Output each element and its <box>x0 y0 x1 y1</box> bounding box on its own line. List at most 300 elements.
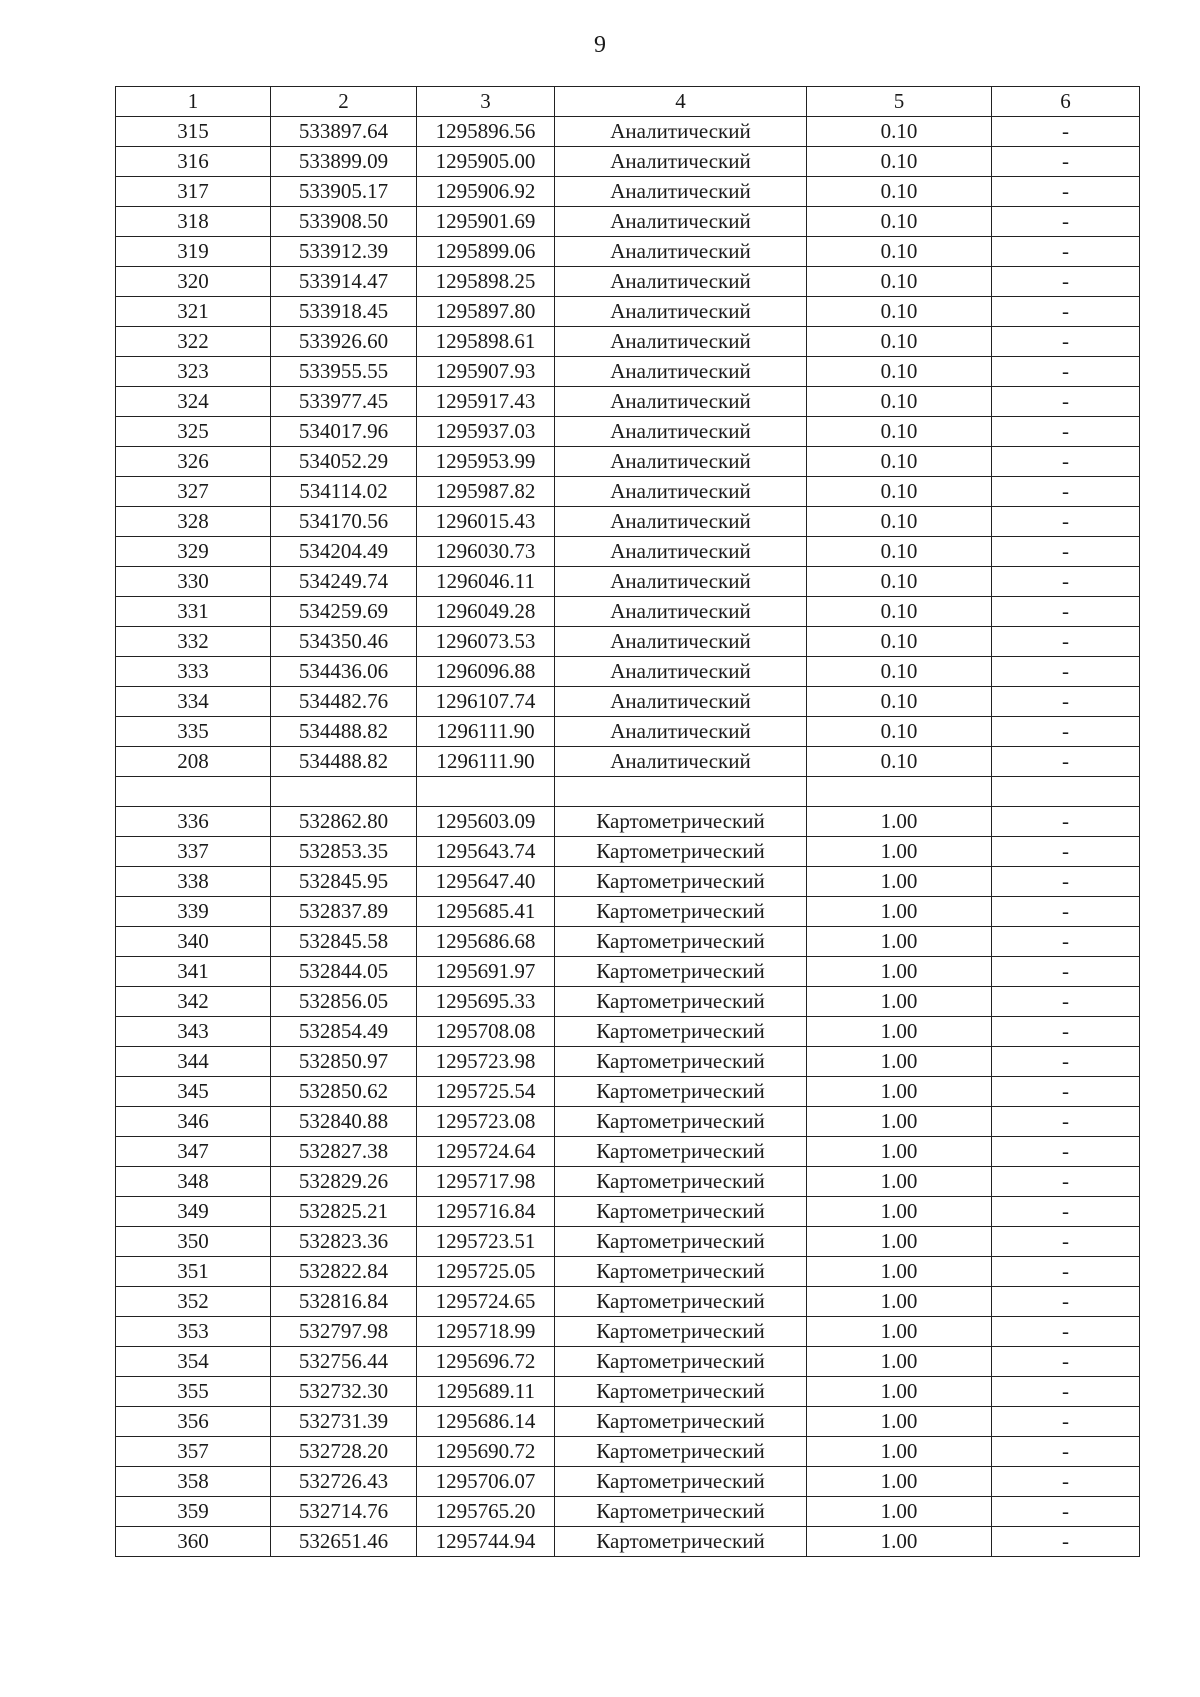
table-row <box>116 1347 1140 1377</box>
x-coordinate-cell: 532825.21 <box>271 1197 417 1227</box>
accuracy-cell: 0.10 <box>807 477 992 507</box>
method-cell: Аналитический <box>555 147 807 177</box>
y-coordinate-cell: 1295906.92 <box>417 177 555 207</box>
y-coordinate-cell: 1295696.72 <box>417 1347 555 1377</box>
y-coordinate-cell: 1295716.84 <box>417 1197 555 1227</box>
x-coordinate-cell: 533914.47 <box>271 267 417 297</box>
table-row <box>116 837 1140 867</box>
method-cell <box>555 777 807 807</box>
method-cell: Аналитический <box>555 477 807 507</box>
x-coordinate-cell: 533905.17 <box>271 177 417 207</box>
accuracy-cell: 0.10 <box>807 117 992 147</box>
method-cell: Картометрический <box>555 1197 807 1227</box>
y-coordinate-cell: 1295717.98 <box>417 1167 555 1197</box>
point-number-cell: 328 <box>116 507 271 537</box>
y-coordinate-cell: 1295724.65 <box>417 1287 555 1317</box>
y-coordinate-cell <box>417 777 555 807</box>
table-row <box>116 177 1140 207</box>
y-coordinate-cell: 1295706.07 <box>417 1467 555 1497</box>
y-coordinate-cell: 1295689.11 <box>417 1377 555 1407</box>
x-coordinate-cell: 534488.82 <box>271 747 417 777</box>
accuracy-cell: 0.10 <box>807 447 992 477</box>
note-cell: - <box>992 507 1140 537</box>
accuracy-cell: 1.00 <box>807 1137 992 1167</box>
table-row <box>116 237 1140 267</box>
x-coordinate-cell: 534482.76 <box>271 687 417 717</box>
point-number-cell: 320 <box>116 267 271 297</box>
y-coordinate-cell: 1295708.08 <box>417 1017 555 1047</box>
method-cell: Картометрический <box>555 897 807 927</box>
y-coordinate-cell: 1295723.08 <box>417 1107 555 1137</box>
table-row <box>116 1407 1140 1437</box>
note-cell: - <box>992 1017 1140 1047</box>
x-coordinate-cell: 532714.76 <box>271 1497 417 1527</box>
note-cell: - <box>992 357 1140 387</box>
method-cell: Аналитический <box>555 447 807 477</box>
point-number-cell: 335 <box>116 717 271 747</box>
table-row <box>116 807 1140 837</box>
x-coordinate-cell: 534114.02 <box>271 477 417 507</box>
method-cell: Аналитический <box>555 297 807 327</box>
note-cell: - <box>992 327 1140 357</box>
table-row <box>116 507 1140 537</box>
accuracy-cell: 0.10 <box>807 417 992 447</box>
coordinates-table <box>115 86 1140 1557</box>
x-coordinate-cell: 534249.74 <box>271 567 417 597</box>
accuracy-cell: 0.10 <box>807 627 992 657</box>
accuracy-cell: 1.00 <box>807 957 992 987</box>
y-coordinate-cell: 1295896.56 <box>417 117 555 147</box>
point-number-cell: 321 <box>116 297 271 327</box>
accuracy-cell: 0.10 <box>807 327 992 357</box>
note-cell: - <box>992 1347 1140 1377</box>
note-cell: - <box>992 297 1140 327</box>
table-row <box>116 1287 1140 1317</box>
x-coordinate-cell: 534350.46 <box>271 627 417 657</box>
table-body <box>116 87 1140 1557</box>
note-cell: - <box>992 447 1140 477</box>
point-number-cell: 338 <box>116 867 271 897</box>
accuracy-cell: 0.10 <box>807 147 992 177</box>
y-coordinate-cell: 1295690.72 <box>417 1437 555 1467</box>
x-coordinate-cell: 532816.84 <box>271 1287 417 1317</box>
method-cell: Картометрический <box>555 1047 807 1077</box>
method-cell: Картометрический <box>555 1347 807 1377</box>
accuracy-cell: 1.00 <box>807 1317 992 1347</box>
accuracy-cell: 0.10 <box>807 567 992 597</box>
x-coordinate-cell: 534259.69 <box>271 597 417 627</box>
note-cell: - <box>992 1287 1140 1317</box>
accuracy-cell: 1.00 <box>807 837 992 867</box>
point-number-cell: 330 <box>116 567 271 597</box>
note-cell: - <box>992 1467 1140 1497</box>
method-cell: Картометрический <box>555 867 807 897</box>
x-coordinate-cell: 532853.35 <box>271 837 417 867</box>
method-cell: Аналитический <box>555 327 807 357</box>
y-coordinate-cell: 1295898.61 <box>417 327 555 357</box>
note-cell: - <box>992 1107 1140 1137</box>
note-cell: - <box>992 1407 1140 1437</box>
point-number-cell: 352 <box>116 1287 271 1317</box>
note-cell: - <box>992 417 1140 447</box>
x-coordinate-cell: 532822.84 <box>271 1257 417 1287</box>
point-number-cell: 315 <box>116 117 271 147</box>
method-cell: Картометрический <box>555 1077 807 1107</box>
y-coordinate-cell: 1296107.74 <box>417 687 555 717</box>
note-cell: - <box>992 747 1140 777</box>
table-row <box>116 417 1140 447</box>
x-coordinate-cell: 533912.39 <box>271 237 417 267</box>
table-row <box>116 207 1140 237</box>
x-coordinate-cell: 532829.26 <box>271 1167 417 1197</box>
x-coordinate-cell: 532845.58 <box>271 927 417 957</box>
point-number-cell: 342 <box>116 987 271 1017</box>
point-number-cell: 331 <box>116 597 271 627</box>
method-cell: Картометрический <box>555 1227 807 1257</box>
table-row <box>116 777 1140 807</box>
accuracy-cell: 1.00 <box>807 1047 992 1077</box>
accuracy-cell: 1.00 <box>807 1077 992 1107</box>
method-cell: Картометрический <box>555 837 807 867</box>
note-cell: - <box>992 177 1140 207</box>
point-number-cell: 333 <box>116 657 271 687</box>
x-coordinate-cell: 533897.64 <box>271 117 417 147</box>
point-number-cell: 351 <box>116 1257 271 1287</box>
accuracy-cell: 1.00 <box>807 1107 992 1137</box>
table-row <box>116 597 1140 627</box>
point-number-cell: 349 <box>116 1197 271 1227</box>
x-coordinate-cell: 532728.20 <box>271 1437 417 1467</box>
x-coordinate-cell: 533899.09 <box>271 147 417 177</box>
method-cell: Аналитический <box>555 387 807 417</box>
y-coordinate-cell: 1295685.41 <box>417 897 555 927</box>
table-header-row <box>116 87 1140 117</box>
accuracy-cell: 1.00 <box>807 1197 992 1227</box>
x-coordinate-cell: 532827.38 <box>271 1137 417 1167</box>
x-coordinate-cell: 533908.50 <box>271 207 417 237</box>
method-cell: Картометрический <box>555 1317 807 1347</box>
x-coordinate-cell: 532823.36 <box>271 1227 417 1257</box>
note-cell: - <box>992 927 1140 957</box>
y-coordinate-cell: 1295901.69 <box>417 207 555 237</box>
x-coordinate-cell: 533926.60 <box>271 327 417 357</box>
y-coordinate-cell: 1296073.53 <box>417 627 555 657</box>
point-number-cell: 354 <box>116 1347 271 1377</box>
header-cell: 4 <box>555 87 807 117</box>
accuracy-cell <box>807 777 992 807</box>
x-coordinate-cell: 532756.44 <box>271 1347 417 1377</box>
method-cell: Картометрический <box>555 1257 807 1287</box>
table-row <box>116 1317 1140 1347</box>
accuracy-cell: 1.00 <box>807 1377 992 1407</box>
method-cell: Картометрический <box>555 1377 807 1407</box>
table-row <box>116 687 1140 717</box>
note-cell: - <box>992 1137 1140 1167</box>
method-cell: Картометрический <box>555 1137 807 1167</box>
point-number-cell: 357 <box>116 1437 271 1467</box>
note-cell: - <box>992 717 1140 747</box>
table-row <box>116 987 1140 1017</box>
note-cell: - <box>992 1197 1140 1227</box>
y-coordinate-cell: 1295724.64 <box>417 1137 555 1167</box>
x-coordinate-cell: 532731.39 <box>271 1407 417 1437</box>
note-cell: - <box>992 657 1140 687</box>
y-coordinate-cell: 1295686.14 <box>417 1407 555 1437</box>
table-row <box>116 1107 1140 1137</box>
table-row <box>116 957 1140 987</box>
y-coordinate-cell: 1295765.20 <box>417 1497 555 1527</box>
point-number-cell: 341 <box>116 957 271 987</box>
method-cell: Аналитический <box>555 207 807 237</box>
x-coordinate-cell: 532840.88 <box>271 1107 417 1137</box>
accuracy-cell: 1.00 <box>807 1287 992 1317</box>
y-coordinate-cell: 1295725.54 <box>417 1077 555 1107</box>
y-coordinate-cell: 1296096.88 <box>417 657 555 687</box>
note-cell: - <box>992 987 1140 1017</box>
note-cell: - <box>992 237 1140 267</box>
note-cell: - <box>992 1497 1140 1527</box>
note-cell: - <box>992 897 1140 927</box>
y-coordinate-cell: 1295897.80 <box>417 297 555 327</box>
method-cell: Аналитический <box>555 177 807 207</box>
point-number-cell: 319 <box>116 237 271 267</box>
method-cell: Аналитический <box>555 237 807 267</box>
y-coordinate-cell: 1296030.73 <box>417 537 555 567</box>
note-cell: - <box>992 1227 1140 1257</box>
point-number-cell: 325 <box>116 417 271 447</box>
accuracy-cell: 1.00 <box>807 1017 992 1047</box>
x-coordinate-cell: 534204.49 <box>271 537 417 567</box>
y-coordinate-cell: 1296111.90 <box>417 747 555 777</box>
point-number-cell: 350 <box>116 1227 271 1257</box>
y-coordinate-cell: 1295647.40 <box>417 867 555 897</box>
method-cell: Аналитический <box>555 567 807 597</box>
table-row <box>116 1077 1140 1107</box>
point-number-cell: 339 <box>116 897 271 927</box>
method-cell: Аналитический <box>555 537 807 567</box>
method-cell: Аналитический <box>555 657 807 687</box>
table-row <box>116 1227 1140 1257</box>
method-cell: Картометрический <box>555 1437 807 1467</box>
accuracy-cell: 0.10 <box>807 597 992 627</box>
y-coordinate-cell: 1295917.43 <box>417 387 555 417</box>
point-number-cell: 327 <box>116 477 271 507</box>
accuracy-cell: 0.10 <box>807 747 992 777</box>
accuracy-cell: 0.10 <box>807 537 992 567</box>
table-row <box>116 897 1140 927</box>
point-number-cell: 208 <box>116 747 271 777</box>
point-number-cell: 356 <box>116 1407 271 1437</box>
method-cell: Аналитический <box>555 357 807 387</box>
y-coordinate-cell: 1295953.99 <box>417 447 555 477</box>
method-cell: Картометрический <box>555 1167 807 1197</box>
table-row <box>116 1017 1140 1047</box>
x-coordinate-cell: 534170.56 <box>271 507 417 537</box>
x-coordinate-cell: 532797.98 <box>271 1317 417 1347</box>
point-number-cell <box>116 777 271 807</box>
method-cell: Картометрический <box>555 1407 807 1437</box>
point-number-cell: 345 <box>116 1077 271 1107</box>
table-row <box>116 477 1140 507</box>
table-row <box>116 537 1140 567</box>
point-number-cell: 353 <box>116 1317 271 1347</box>
method-cell: Аналитический <box>555 117 807 147</box>
y-coordinate-cell: 1295898.25 <box>417 267 555 297</box>
accuracy-cell: 0.10 <box>807 237 992 267</box>
note-cell: - <box>992 147 1140 177</box>
method-cell: Картометрический <box>555 927 807 957</box>
accuracy-cell: 1.00 <box>807 1347 992 1377</box>
point-number-cell: 332 <box>116 627 271 657</box>
method-cell: Аналитический <box>555 507 807 537</box>
table-row <box>116 1437 1140 1467</box>
y-coordinate-cell: 1296046.11 <box>417 567 555 597</box>
x-coordinate-cell: 532856.05 <box>271 987 417 1017</box>
point-number-cell: 336 <box>116 807 271 837</box>
accuracy-cell: 1.00 <box>807 897 992 927</box>
note-cell: - <box>992 807 1140 837</box>
note-cell: - <box>992 207 1140 237</box>
y-coordinate-cell: 1295905.00 <box>417 147 555 177</box>
note-cell: - <box>992 567 1140 597</box>
note-cell: - <box>992 117 1140 147</box>
header-cell: 6 <box>992 87 1140 117</box>
point-number-cell: 346 <box>116 1107 271 1137</box>
note-cell: - <box>992 687 1140 717</box>
y-coordinate-cell: 1295718.99 <box>417 1317 555 1347</box>
accuracy-cell: 1.00 <box>807 1467 992 1497</box>
y-coordinate-cell: 1295899.06 <box>417 237 555 267</box>
point-number-cell: 329 <box>116 537 271 567</box>
accuracy-cell: 0.10 <box>807 177 992 207</box>
method-cell: Картометрический <box>555 1017 807 1047</box>
accuracy-cell: 1.00 <box>807 927 992 957</box>
y-coordinate-cell: 1295695.33 <box>417 987 555 1017</box>
point-number-cell: 318 <box>116 207 271 237</box>
accuracy-cell: 1.00 <box>807 1167 992 1197</box>
accuracy-cell: 1.00 <box>807 1407 992 1437</box>
note-cell: - <box>992 1317 1140 1347</box>
table-row <box>116 1377 1140 1407</box>
table-row <box>116 1197 1140 1227</box>
accuracy-cell: 0.10 <box>807 207 992 237</box>
point-number-cell: 323 <box>116 357 271 387</box>
method-cell: Аналитический <box>555 267 807 297</box>
y-coordinate-cell: 1296015.43 <box>417 507 555 537</box>
point-number-cell: 317 <box>116 177 271 207</box>
x-coordinate-cell: 532850.62 <box>271 1077 417 1107</box>
method-cell: Картометрический <box>555 807 807 837</box>
method-cell: Картометрический <box>555 1287 807 1317</box>
method-cell: Картометрический <box>555 1107 807 1137</box>
point-number-cell: 360 <box>116 1527 271 1557</box>
point-number-cell: 343 <box>116 1017 271 1047</box>
table-row <box>116 717 1140 747</box>
table-row <box>116 867 1140 897</box>
accuracy-cell: 1.00 <box>807 1437 992 1467</box>
y-coordinate-cell: 1295723.98 <box>417 1047 555 1077</box>
x-coordinate-cell: 532844.05 <box>271 957 417 987</box>
table-row <box>116 747 1140 777</box>
note-cell: - <box>992 957 1140 987</box>
note-cell: - <box>992 537 1140 567</box>
x-coordinate-cell: 532837.89 <box>271 897 417 927</box>
point-number-cell: 347 <box>116 1137 271 1167</box>
x-coordinate-cell: 532732.30 <box>271 1377 417 1407</box>
method-cell: Картометрический <box>555 1467 807 1497</box>
table-row <box>116 267 1140 297</box>
accuracy-cell: 1.00 <box>807 867 992 897</box>
accuracy-cell: 1.00 <box>807 1527 992 1557</box>
note-cell: - <box>992 1047 1140 1077</box>
method-cell: Картометрический <box>555 957 807 987</box>
table-row <box>116 1467 1140 1497</box>
y-coordinate-cell: 1295907.93 <box>417 357 555 387</box>
x-coordinate-cell: 534436.06 <box>271 657 417 687</box>
point-number-cell: 359 <box>116 1497 271 1527</box>
y-coordinate-cell: 1295937.03 <box>417 417 555 447</box>
table-row <box>116 657 1140 687</box>
y-coordinate-cell: 1295987.82 <box>417 477 555 507</box>
method-cell: Картометрический <box>555 1527 807 1557</box>
x-coordinate-cell: 533918.45 <box>271 297 417 327</box>
method-cell: Аналитический <box>555 687 807 717</box>
y-coordinate-cell: 1295691.97 <box>417 957 555 987</box>
x-coordinate-cell: 532651.46 <box>271 1527 417 1557</box>
table-row <box>116 357 1140 387</box>
note-cell: - <box>992 867 1140 897</box>
method-cell: Аналитический <box>555 747 807 777</box>
point-number-cell: 324 <box>116 387 271 417</box>
point-number-cell: 322 <box>116 327 271 357</box>
x-coordinate-cell: 532726.43 <box>271 1467 417 1497</box>
table-row <box>116 1167 1140 1197</box>
table-row <box>116 927 1140 957</box>
accuracy-cell: 0.10 <box>807 717 992 747</box>
x-coordinate-cell: 534052.29 <box>271 447 417 477</box>
point-number-cell: 355 <box>116 1377 271 1407</box>
point-number-cell: 348 <box>116 1167 271 1197</box>
header-cell: 2 <box>271 87 417 117</box>
y-coordinate-cell: 1295723.51 <box>417 1227 555 1257</box>
accuracy-cell: 0.10 <box>807 507 992 537</box>
point-number-cell: 334 <box>116 687 271 717</box>
accuracy-cell: 1.00 <box>807 1257 992 1287</box>
point-number-cell: 358 <box>116 1467 271 1497</box>
point-number-cell: 344 <box>116 1047 271 1077</box>
y-coordinate-cell: 1295686.68 <box>417 927 555 957</box>
note-cell: - <box>992 1437 1140 1467</box>
x-coordinate-cell: 533955.55 <box>271 357 417 387</box>
x-coordinate-cell: 532850.97 <box>271 1047 417 1077</box>
table-row <box>116 117 1140 147</box>
note-cell: - <box>992 1077 1140 1107</box>
header-cell: 5 <box>807 87 992 117</box>
note-cell: - <box>992 1167 1140 1197</box>
note-cell: - <box>992 387 1140 417</box>
note-cell <box>992 777 1140 807</box>
note-cell: - <box>992 477 1140 507</box>
table-row <box>116 387 1140 417</box>
x-coordinate-cell: 533977.45 <box>271 387 417 417</box>
table-row <box>116 1257 1140 1287</box>
table-row <box>116 567 1140 597</box>
point-number-cell: 337 <box>116 837 271 867</box>
method-cell: Картометрический <box>555 987 807 1017</box>
header-cell: 3 <box>417 87 555 117</box>
x-coordinate-cell: 532845.95 <box>271 867 417 897</box>
note-cell: - <box>992 837 1140 867</box>
